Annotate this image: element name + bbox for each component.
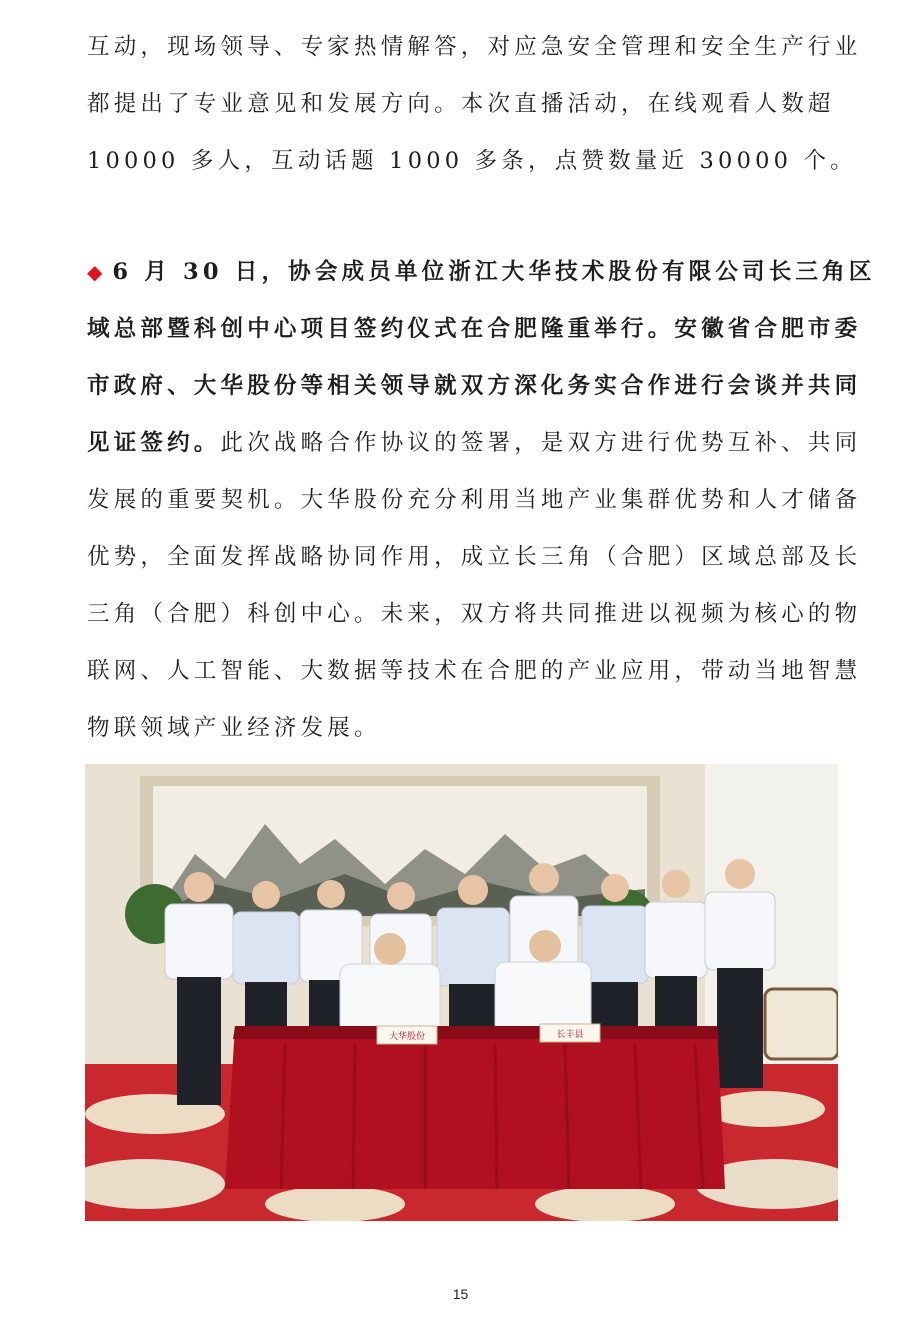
text-line: 三角（合肥）科创中心。未来，双方将共同推进以视频为核心的物 (87, 601, 862, 627)
text-line: 10000 多人，互动话题 1000 多条，点赞数量近 30000 个。 (87, 148, 857, 174)
normal-text: 此次战略合作协议的签署，是双方进行优势互补、共同 (220, 430, 862, 456)
bold-text-line: 域总部暨科创中心项目签约仪式在合肥隆重举行。安徽省合肥市委 (87, 316, 862, 342)
text-line: 互动，现场领导、专家热情解答，对应急安全管理和安全生产行业 (87, 34, 862, 60)
text-line (87, 244, 876, 301)
paragraph-signing-ceremony (87, 244, 876, 757)
text-line (87, 415, 862, 472)
text-line: 联网、人工智能、大数据等技术在合肥的产业应用，带动当地智慧 (87, 658, 862, 684)
nameplate-right: 长丰县 (556, 1030, 584, 1040)
red-diamond-icon: ◆ (87, 260, 103, 284)
nameplate-left: 大华股份 (388, 1032, 426, 1042)
text-line: 优势，全面发挥战略协同作用，成立长三角（合肥）区域总部及长 (87, 544, 862, 570)
bold-text: 见证签约。 (87, 430, 221, 456)
text-line: 发展的重要契机。大华股份充分利用当地产业集群优势和人才储备 (87, 487, 862, 513)
paragraph-live-broadcast (87, 19, 862, 190)
text-line: 物联领域产业经济发展。 (87, 715, 381, 741)
page-number: 15 (452, 1286, 469, 1302)
signing-ceremony-illustration (85, 764, 838, 1221)
signing-ceremony-photo (85, 764, 838, 1221)
bold-text-line: 市政府、大华股份等相关领导就双方深化务实合作进行会谈并共同 (87, 373, 862, 399)
text-line: 都提出了专业意见和发展方向。本次直播活动，在线观看人数超 (87, 91, 835, 117)
bold-text: 6 月 30 日，协会成员单位浙江大华技术股份有限公司长三角区 (112, 259, 876, 285)
